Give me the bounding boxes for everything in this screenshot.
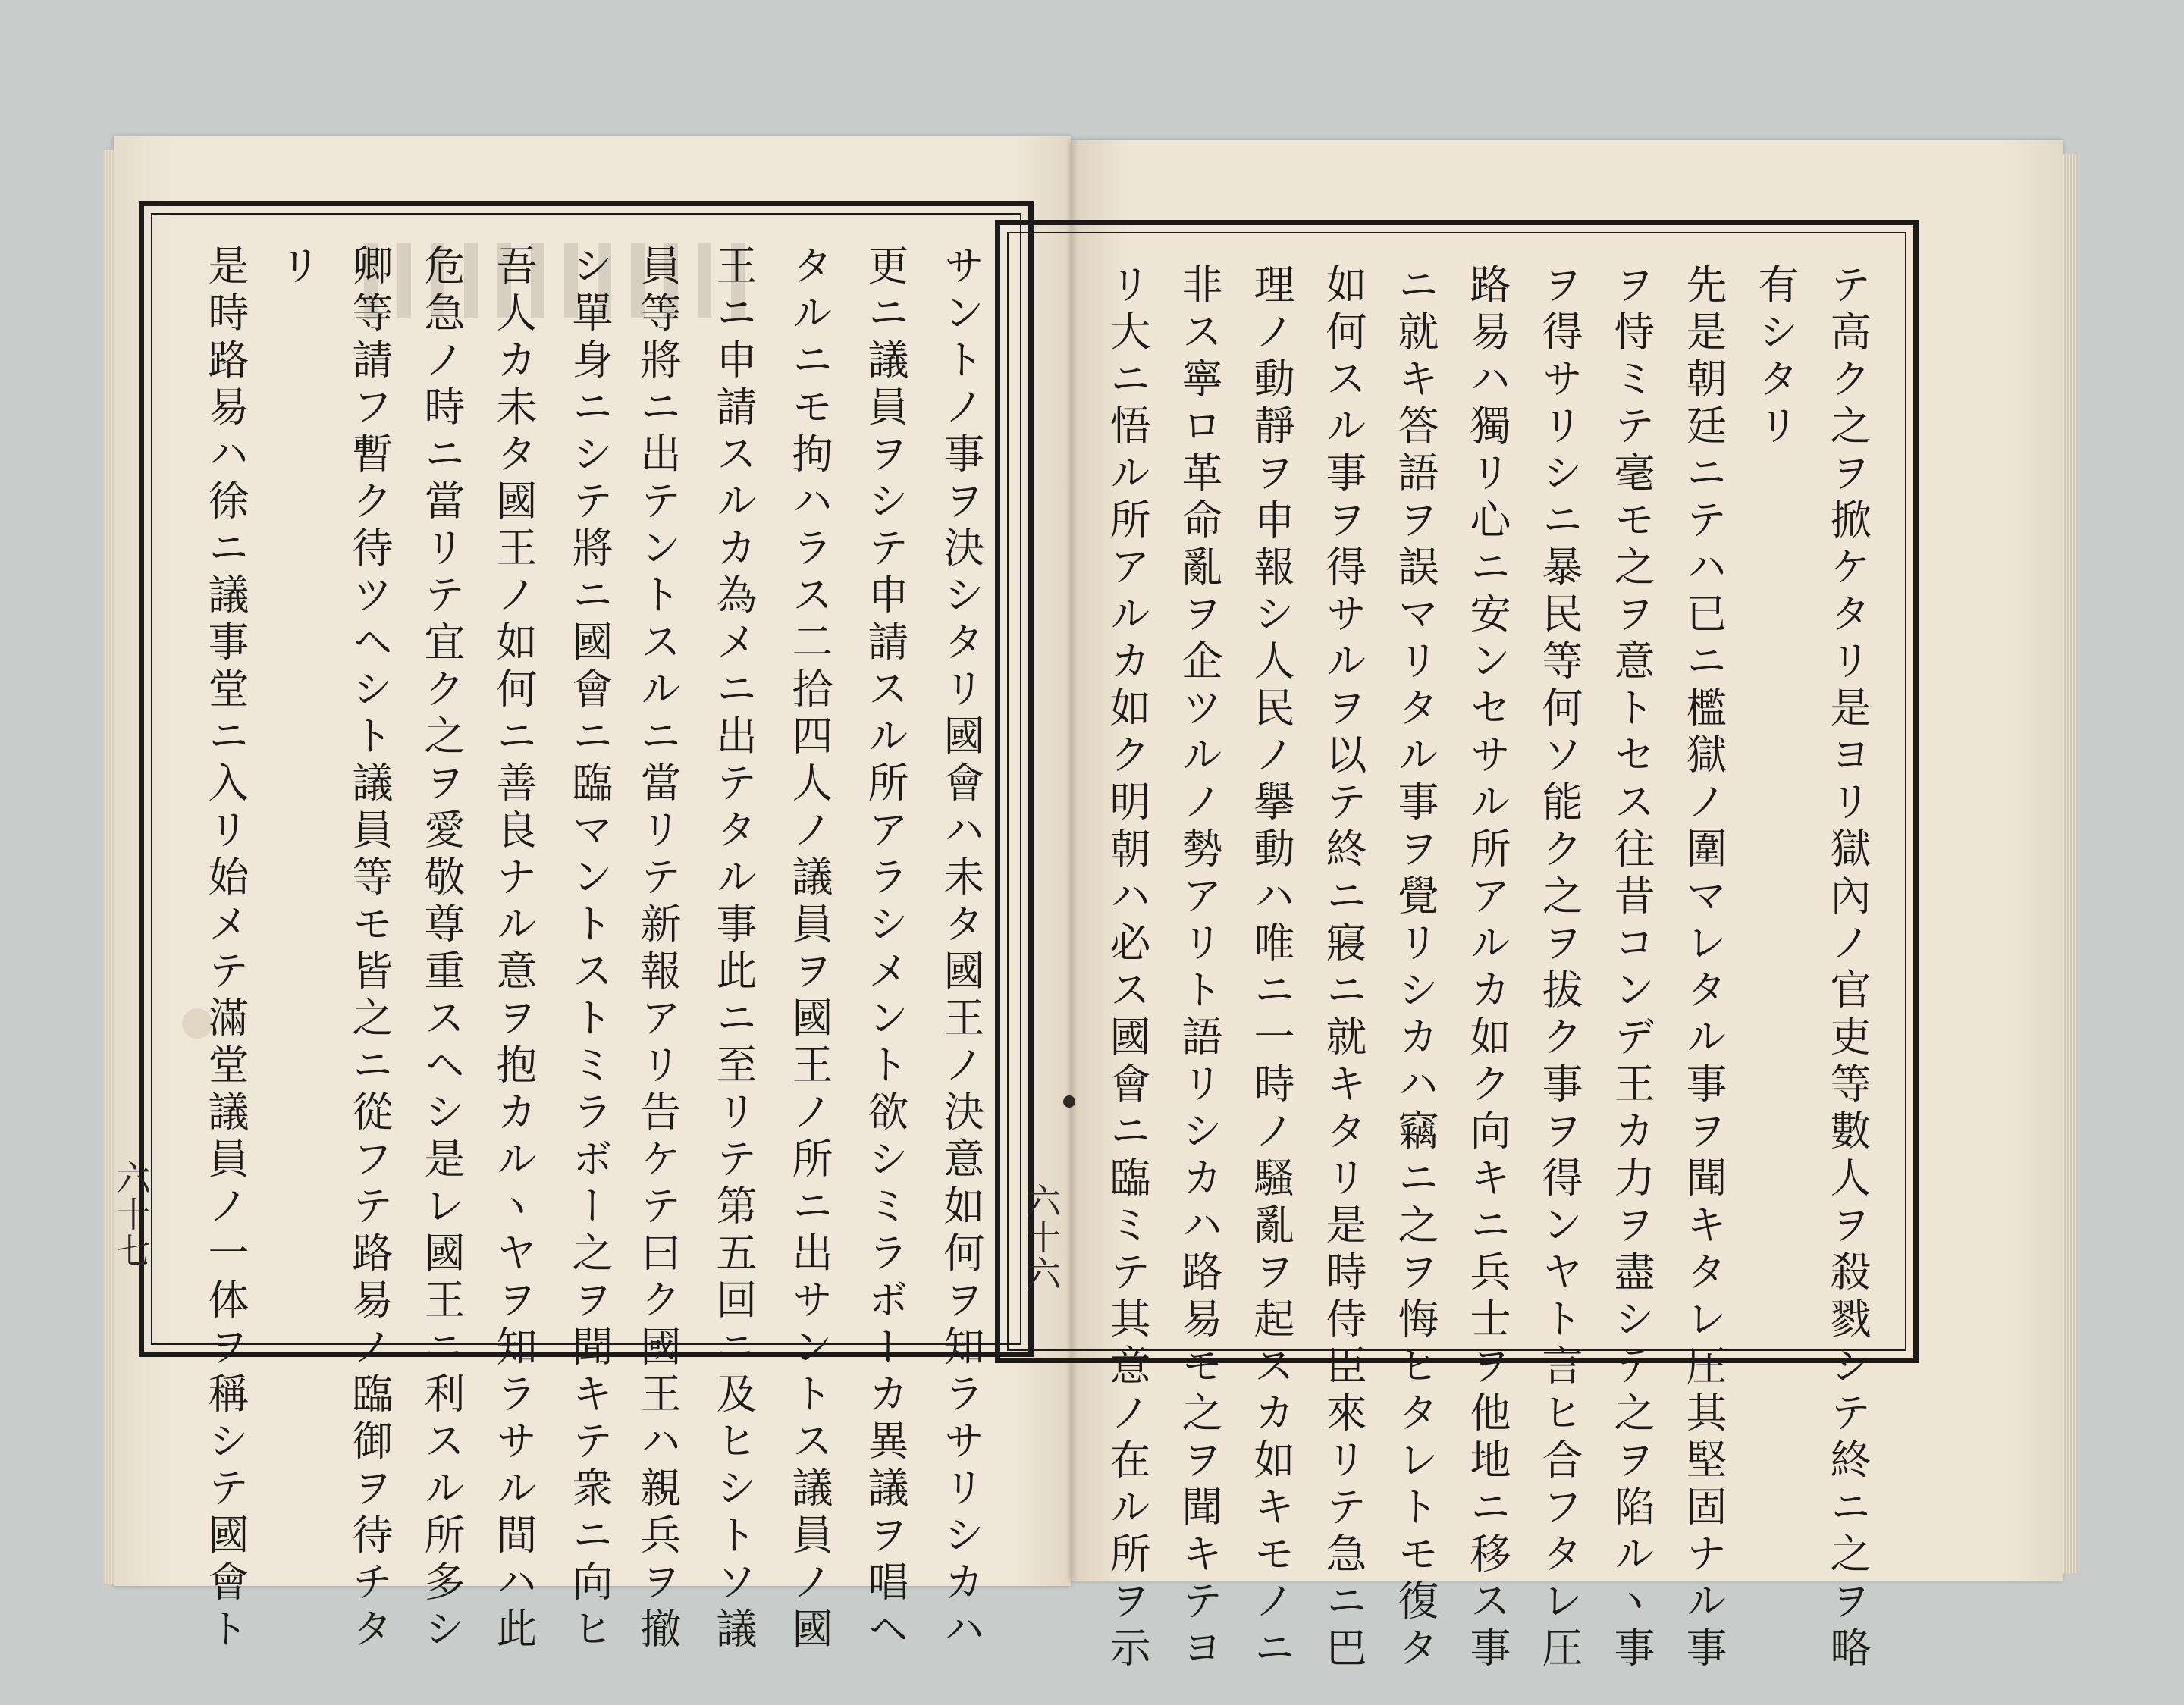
left-text-frame bbox=[139, 201, 1034, 1654]
text-column: 王ニ申請スルカ為メニ出テタル事此ニ至リテ第五回ニ及ヒシトソ議 bbox=[710, 244, 758, 1654]
text-column: ヲ得サリシニ暴民等何ソ能ク之ヲ拔ク事ヲ得ンヤト言ヒ合フタレ圧 bbox=[1536, 263, 1583, 1673]
text-column: 先是朝廷ニテハ已ニ檻獄ノ圍マレタル事ヲ聞キタレ圧其堅固ナル事 bbox=[1680, 263, 1727, 1673]
text-column: 是時路易ハ徐ニ議事堂ニ入リ始メテ滿堂議員ノ一体ヲ稱シテ國會ト bbox=[202, 244, 249, 1654]
text-column: ニ就キ答語ヲ誤マリタル事ヲ覺リシカハ竊ニ之ヲ悔ヒタレトモ復タ bbox=[1392, 263, 1439, 1673]
text-column: リ大ニ悟ル所アルカ如ク明朝ハ必ス國會ニ臨ミテ其意ノ在ル所ヲ示 bbox=[1103, 263, 1151, 1673]
text-column: リ bbox=[274, 244, 322, 291]
text-column: シ單身ニシテ將ニ國會ニ臨マントストミラボー之ヲ聞キテ衆ニ向ヒ bbox=[566, 244, 613, 1654]
text-column: 員等將ニ出テントスルニ當リテ新報アリ告ケテ曰ク國王ハ親兵ヲ撤 bbox=[634, 244, 682, 1654]
text-column: ヲ恃ミテ毫モ之ヲ意トセス往昔コンデ王カ力ヲ盡シテ之ヲ陷ルヽ事 bbox=[1608, 263, 1655, 1673]
left-page-edges bbox=[103, 150, 114, 1584]
page-number: 六十六 bbox=[1021, 1183, 1062, 1292]
text-column: 危急ノ時ニ當リテ宜ク之ヲ愛敬尊重スヘシ是レ國王ニ利スル所多シ bbox=[418, 244, 466, 1654]
text-column: 非ス寧ロ革命亂ヲ企ツルノ勢アリト語リシカハ路易モ之ヲ聞キテヨ bbox=[1175, 263, 1223, 1673]
text-column: サントノ事ヲ決シタリ國會ハ未タ國王ノ決意如何ヲ知ラサリシカハ bbox=[937, 244, 985, 1654]
text-column: 理ノ動靜ヲ申報シ人民ノ擧動ハ唯ニ一時ノ騷亂ヲ起スカ如キモノニ bbox=[1247, 263, 1295, 1673]
text-column: 如何スル事ヲ得サルヲ以テ終ニ寢ニ就キタリ是時侍臣來リテ急ニ巴 bbox=[1320, 263, 1367, 1673]
page-number: 六十七 bbox=[111, 1160, 152, 1269]
right-text-frame bbox=[995, 220, 1919, 1673]
text-column: 吾人カ未タ國王ノ如何ニ善良ナル意ヲ抱カルヽヤヲ知ラサル間ハ此 bbox=[490, 244, 538, 1654]
text-column: 路易ハ獨リ心ニ安ンセサル所アルカ如ク向キニ兵士ヲ他地ニ移ス事 bbox=[1464, 263, 1511, 1673]
text-column: 更ニ議員ヲシテ申請スル所アラシメント欲シミラボーカ異議ヲ唱ヘ bbox=[861, 244, 909, 1654]
right-page-edges bbox=[2063, 154, 2078, 1573]
text-column: テ高ク之ヲ掀ケタリ是ヨリ獄內ノ官吏等數人ヲ殺戮シテ終ニ之ヲ略 bbox=[1824, 263, 1872, 1673]
text-column: タルニモ拘ハラス二拾四人ノ議員ヲ國王ノ所ニ出サントス議員ノ國 bbox=[786, 244, 833, 1654]
text-column: 卿等請フ暫ク待ツヘシト議員等モ皆之ニ從フテ路易ノ臨御ヲ待チタ bbox=[346, 244, 394, 1654]
text-column: 有シタリ bbox=[1752, 263, 1800, 451]
